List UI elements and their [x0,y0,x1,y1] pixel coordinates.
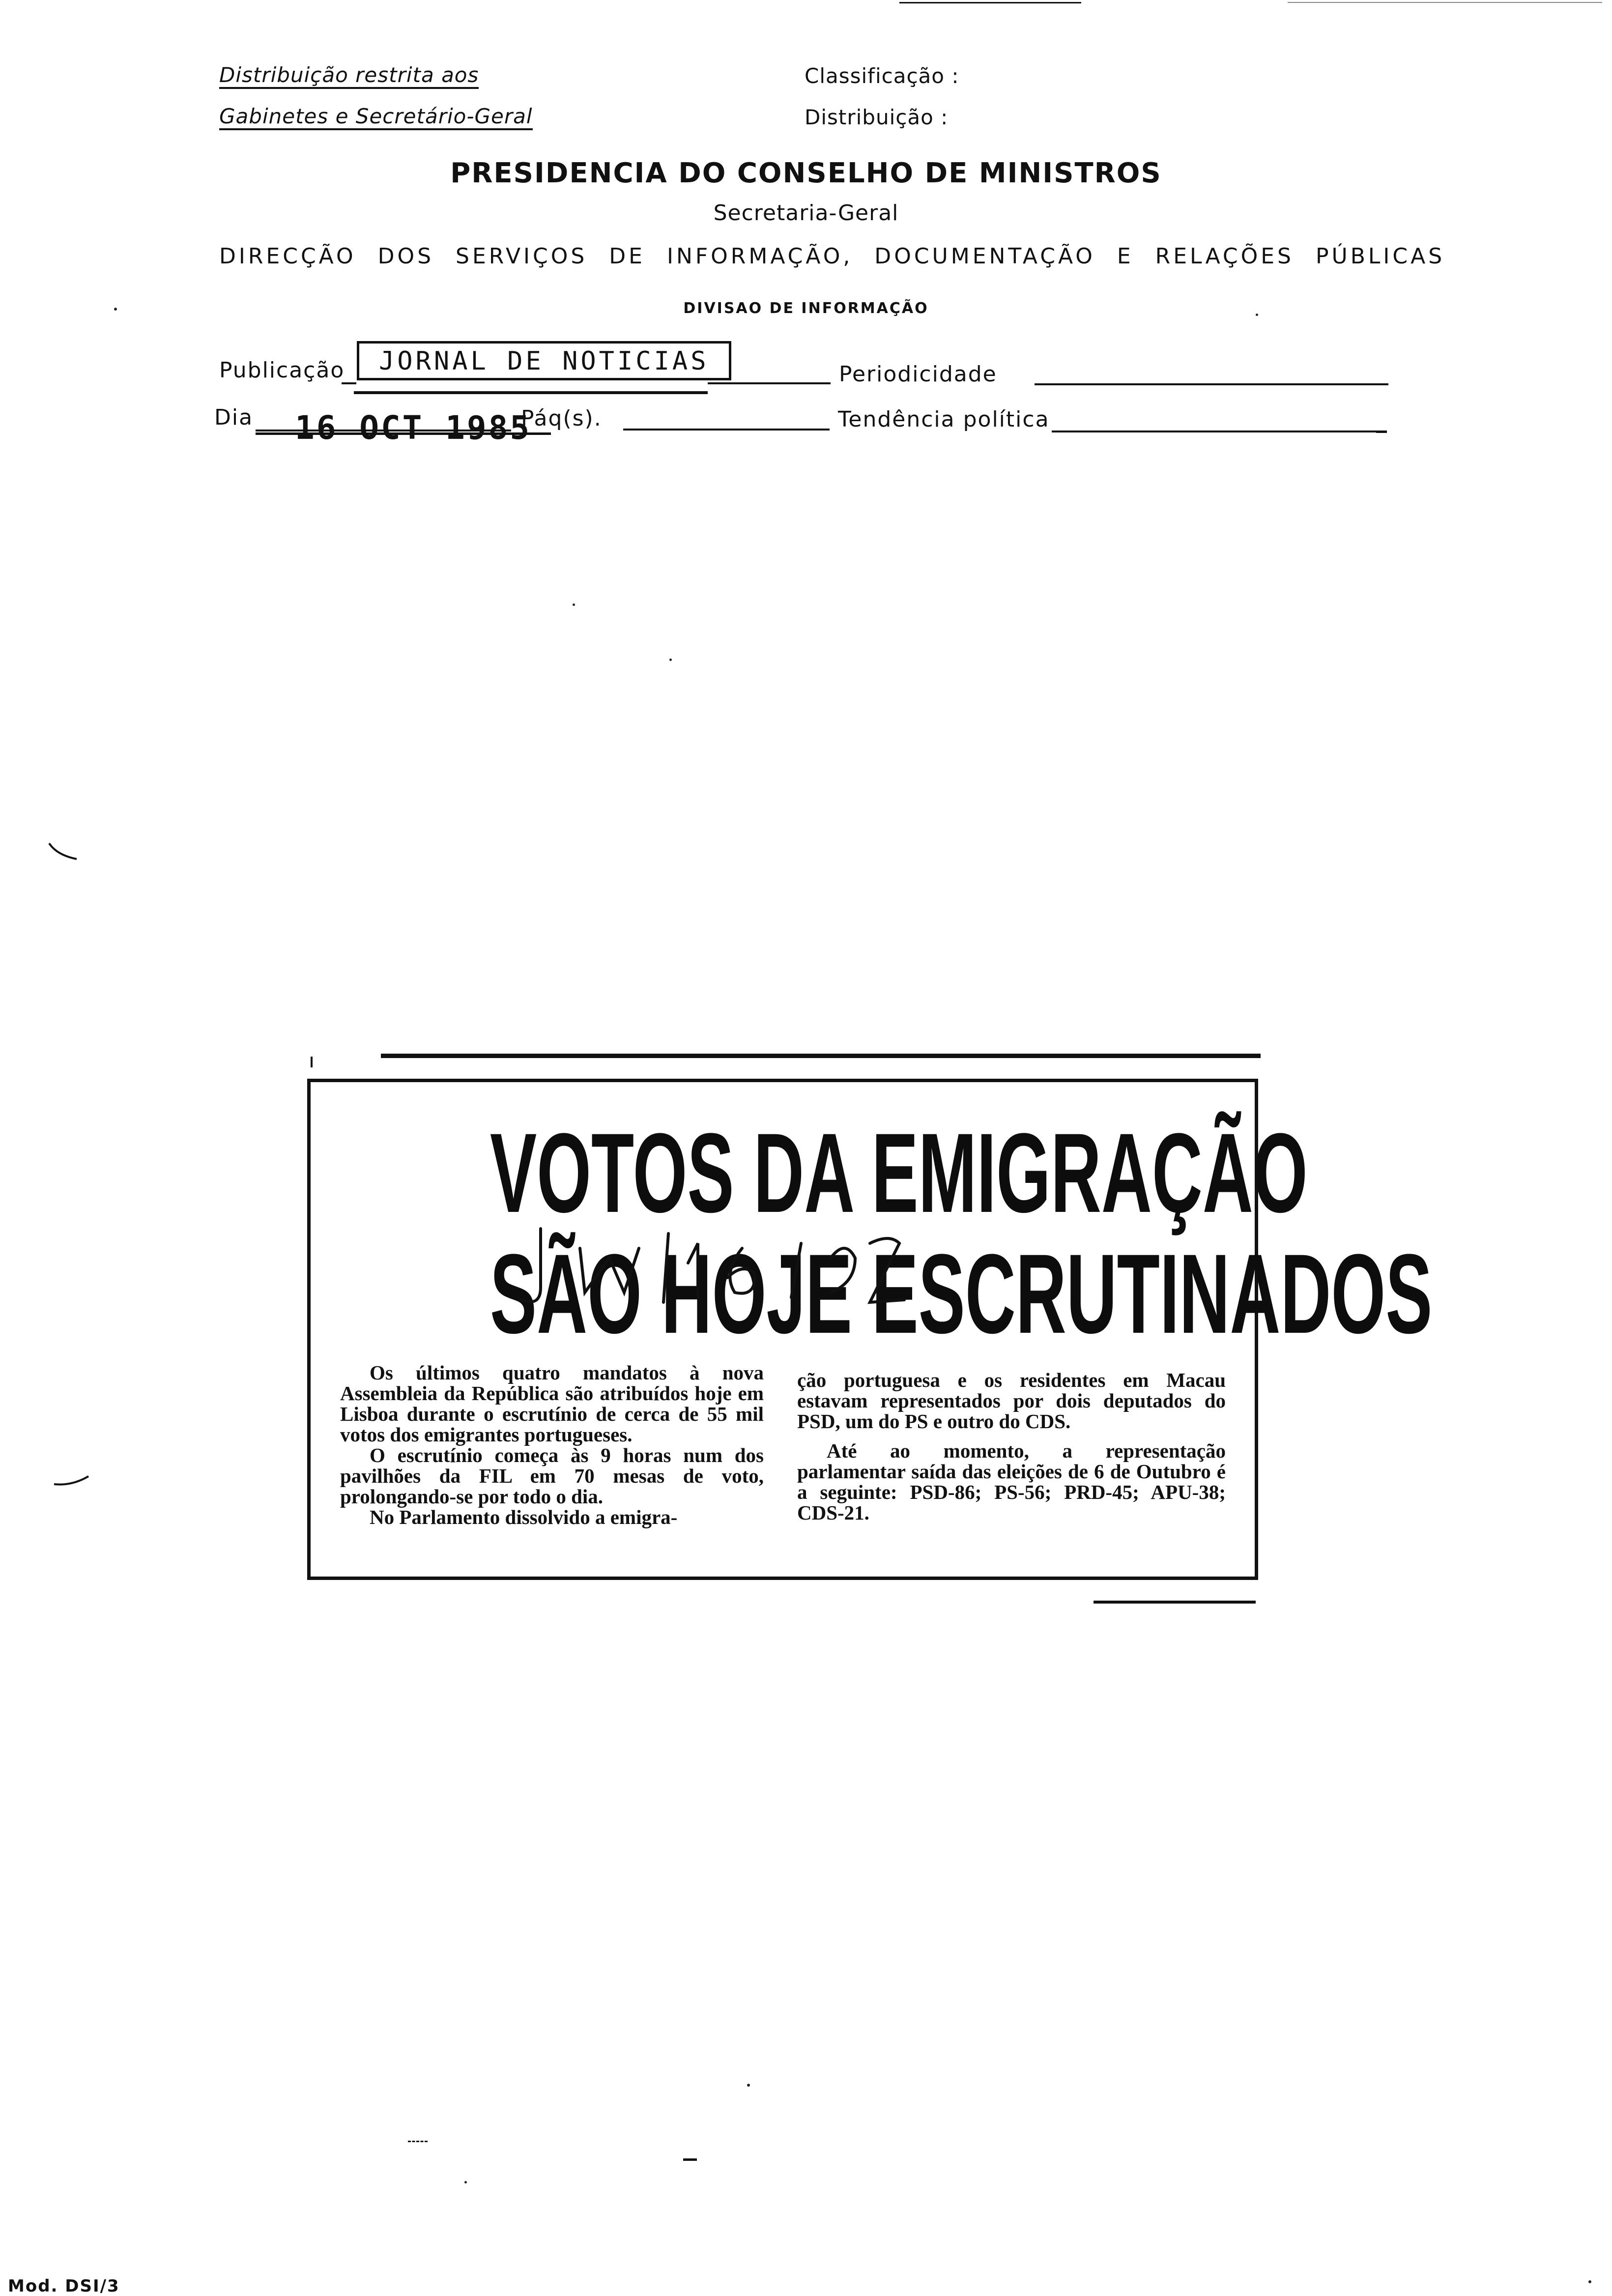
article-paragraph: O escrutínio começa às 9 horas num dos pavilhões da FIL em 70 mesas de voto, prolongando-se por todo o dia. [340,1444,764,1508]
direccao-heading: DIRECÇÃO DOS SERVIÇOS DE INFORMAÇÃO, DOCUMENTAÇÃO E RELAÇÕES PÚBLICAS [219,244,1445,269]
article-paragraph: Até ao momento, a representação parlamentar saída das eleições de 6 de Outubro é a seguinte: PSD-86; PS-56; PRD-45; APU-38; CDS-21. [797,1439,1226,1524]
margin-mark-icon [52,1469,91,1489]
form-model-code: Mod. DSI/3 [8,2276,120,2296]
scan-speck [573,603,575,606]
clipping-top-rule [381,1054,1261,1058]
classificacao-label: Classificação : [805,64,959,88]
scan-top-mark-right [1288,2,1602,3]
pags-label: Páq(s). [521,406,602,431]
scan-mark [408,2141,428,2142]
tendencia-underline [1052,430,1386,432]
scan-top-mark [899,2,1081,3]
date-strike-line [256,432,551,435]
periodicidade-label: Periodicidade [839,362,997,387]
pags-underline [623,429,830,430]
scan-speck [1588,2280,1591,2283]
headline-line2: SÃO HOJE ESCRUTINADOS [489,1231,1433,1357]
page-title: PRESIDENCIA DO CONSELHO DE MINISTROS [450,157,1162,189]
margin-mark-icon [47,840,82,865]
scan-speck [1256,314,1258,316]
news-clipping [307,1079,1433,1580]
date-stamp: 16 OCT 1985 [295,409,531,447]
clipping-bottom-rule [1094,1601,1256,1604]
publicacao-underline [708,382,831,384]
distribuicao-label: Distribuição : [805,105,949,129]
divisao-heading: DIVISAO DE INFORMAÇÃO [683,300,929,317]
secretaria-subtitle: Secretaria-Geral [713,201,899,226]
scan-mark [683,2158,697,2161]
scan-speck [114,308,117,311]
article-column-2 [797,1370,1226,1523]
tendencia-label: Tendência política [838,407,1050,432]
publicacao-underline-left [342,382,356,384]
distribution-restricted-line2: Gabinetes e Secretário-Geral [219,104,533,128]
scan-speck [747,2084,750,2087]
periodicidade-underline [1035,383,1388,385]
clipping-top-tick [311,1057,315,1067]
scan-speck [669,659,672,661]
article-paragraph: ção portuguesa e os residentes em Macau estavam representados por dois deputados do PSD, um do PS e outro do CDS. [797,1369,1226,1433]
scan-speck [464,2181,467,2183]
headline-line1: VOTOS DA EMIGRAÇÃO [489,1110,1308,1236]
tendencia-tick [1376,430,1387,433]
article-paragraph: No Parlamento dissolvido a emigra- [370,1506,678,1528]
dia-label: Dia [214,405,254,430]
distribution-restricted-line1: Distribuição restrita aos [219,63,479,87]
article-paragraph: Os últimos quatro mandatos à nova Assembleia da República são atribuídos hoje em Lisboa durante o escrutínio de cerca de 55 mil votos dos emigrantes portugueses. [340,1361,764,1446]
stamp-underline [354,391,708,394]
article-column-1 [340,1362,764,1527]
publicacao-stamp: JORNAL DE NOTICIAS [357,341,731,380]
publicacao-label: Publicação [219,358,345,383]
